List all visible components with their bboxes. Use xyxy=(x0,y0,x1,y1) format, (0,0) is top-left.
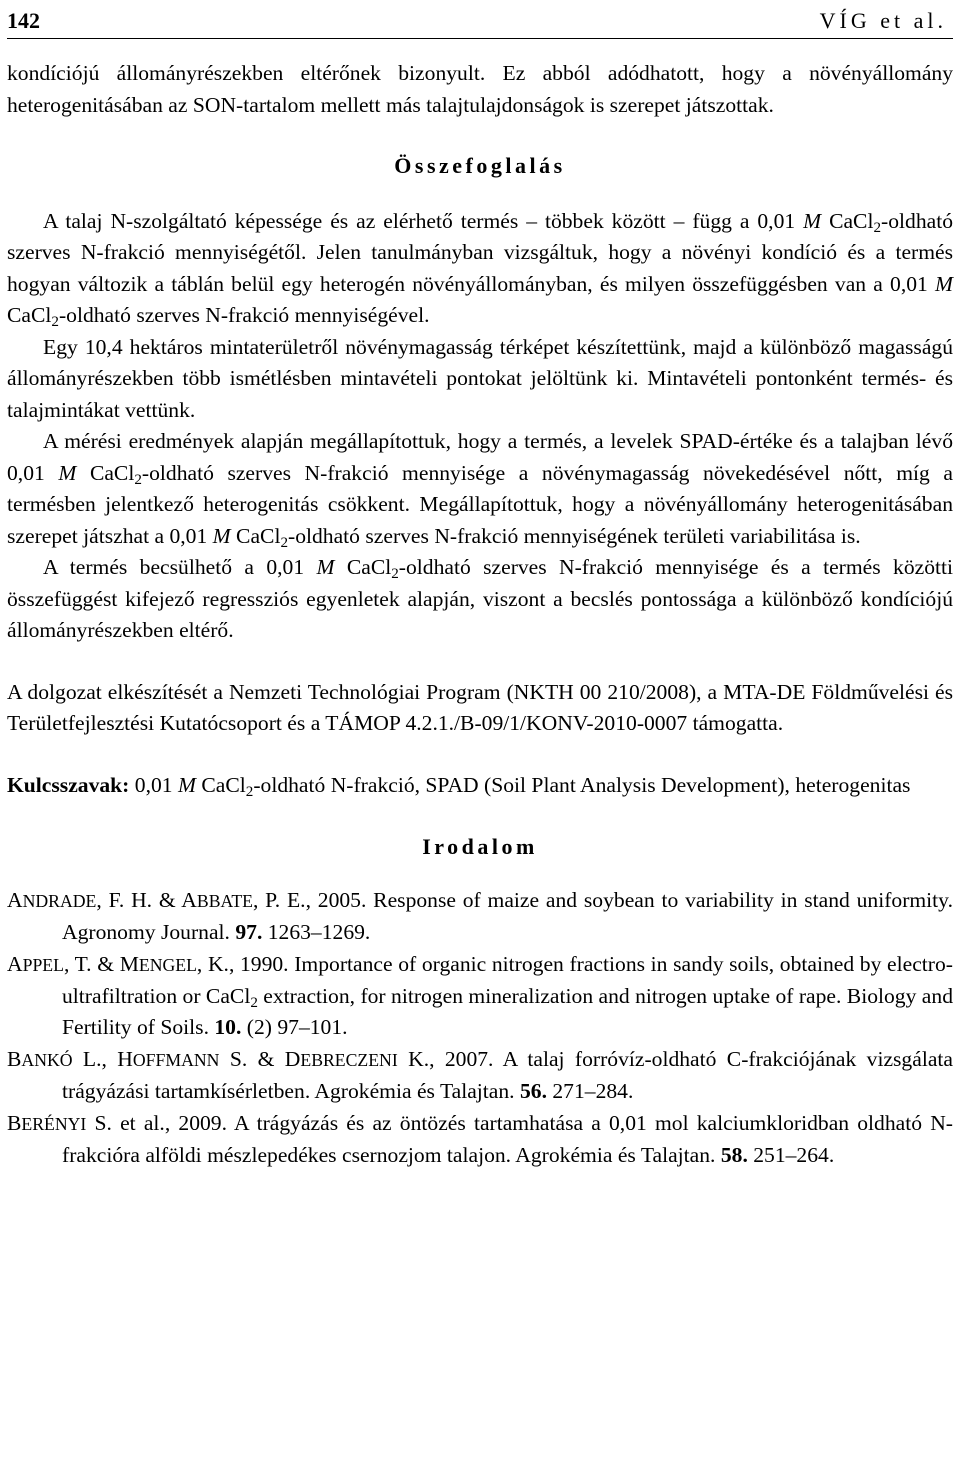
summary-paragraph-3: A mérési eredmények alapján megállapítottuk, hogy a termés, a levelek SPAD-értéke és a talajban lévő 0,01 M CaCl$_2$-oldható szerves N-frakció mennyisége a növénymagasság növekedésével nőtt, míg a termésben jelentkező heterogenitás csökkent. Megállapítottuk, hogy a növényállomány heterogenitásában szerepet játszhat a 0,01 M CaCl$_2$-oldható szerves N-frakció mennyiségének területi variabilitása is. xyxy=(7,429,954,551)
running-header xyxy=(7,6,953,39)
running-authors: VÍG et al. xyxy=(819,8,947,33)
keywords: Kulcsszavak: 0,01 M CaCl$_2$-oldható N-frakció, SPAD (Soil Plant Analysis Development), heterogenitas xyxy=(7,772,911,800)
acknowledgement: A dolgozat elkészítését a Nemzeti Technológiai Program (NKTH 00 210/2008), a MTA-DE Földművelési és Területfejlesztési Kutatócsoport és a TÁMOP 4.2.1./B-09/1/KONV-2010-0007 támogatta. xyxy=(7,679,953,735)
reference-item: ANDRADE, F. H. & ABBATE, P. E., 2005. Response of maize and soybean to variability in stand uniformity. Agronomy Journal. 97. 1263–1269. xyxy=(7,887,953,944)
summary-paragraph-1: A talaj N-szolgáltató képessége és az elérhető termés – többek között – függ a 0,01 M CaCl$_2$-oldható szerves N-frakció mennyiségétől. Jelen tanulmányban vizsgáltuk, hogy a növényi kondíció és a termés hogyan változik a táblán belül egy heterogén növényállományban, és milyen összefüggésben van a 0,01 M CaCl$_2$-oldható szerves N-frakció mennyiségével. xyxy=(7,208,953,330)
reference-item: BERÉNYI S. et al., 2009. A trágyázás és az öntözés tartamhatása a 0,01 mol kalciumkloridban oldható N-frakcióra alföldi mészlepedékes csernozjom talajon. Agrokémia és Talajtan. 58. 251–264. xyxy=(7,1110,953,1167)
summary-paragraph-2: Egy 10,4 hektáros mintaterületről növénymagasság térképet készítettünk, majd a különböző magasságú állományrészekben több ismétlésben mintavételi pontokat jelöltünk ki. Mintavételi pontonként termés- és talajmintákat vettünk. xyxy=(7,334,953,422)
article-body xyxy=(7,58,953,1172)
reference-item: APPEL, T. & MENGEL, K., 1990. Importance of organic nitrogen fractions in sandy soils, obtained by electro-ultrafiltration or CaCl$_2$ extraction, for nitrogen mineralization and nitrogen uptake of rape. Biology and Fertility of Soils. 10. (2) 97–101. xyxy=(7,951,953,1039)
keywords-label: Kulcsszavak: xyxy=(7,772,130,797)
page-number: 142 xyxy=(7,8,40,33)
reference-item: BANKÓ L., HOFFMANN S. & DEBRECZENI K., 2007. A talaj forróvíz-oldható C-frakciójának vizsgálata trágyázási tartamkísérletben. Agrokémia és Talajtan. 56. 271–284. xyxy=(7,1046,953,1103)
references-heading: Irodalom xyxy=(422,834,538,859)
summary-paragraph-4: A termés becsülhető a 0,01 M CaCl$_2$-oldható szerves N-frakció mennyisége és a termés közötti összefüggést kifejező regressziós egyenletek alapján, viszont a becslés pontossága a különböző kondíciójú állományrészekben eltérő. xyxy=(7,555,953,642)
summary-heading: Összefoglalás xyxy=(394,153,566,178)
intro-paragraph: kondíciójú állományrészekben eltérőnek bizonyult. Ez abból adódhatott, hogy a növényállomány heterogenitásában az SON-tartalom mellett más talajtulajdonságok is szerepet játszottak. xyxy=(7,61,953,117)
